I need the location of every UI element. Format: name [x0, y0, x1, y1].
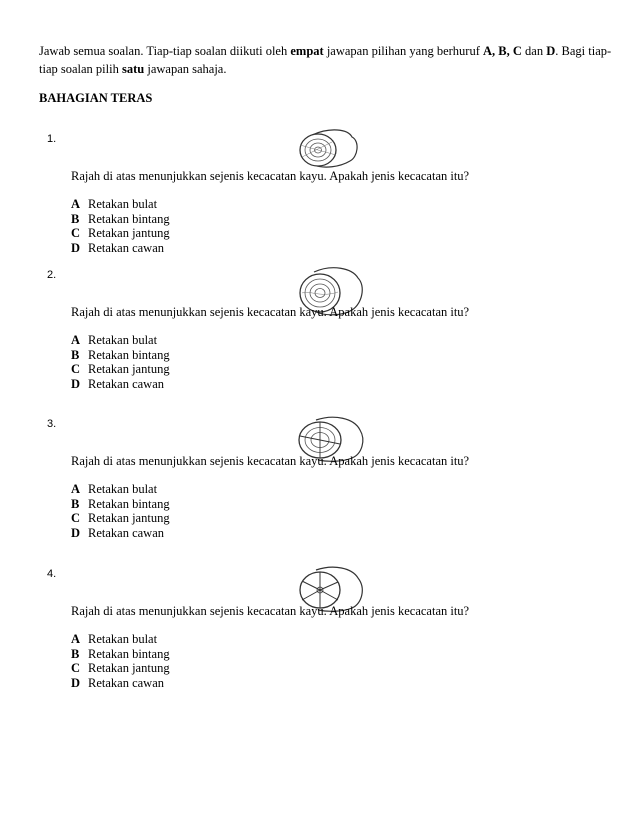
question-text: Rajah di atas menunjukkan sejenis kecacatan kayu. Apakah jenis kecacatan itu? — [71, 604, 470, 618]
option-letter: D — [71, 240, 81, 255]
instructions-bold-abc: A, B, C — [483, 44, 522, 58]
option-letter: C — [71, 511, 81, 525]
question-text: Rajah di atas menunjukkan sejenis kecacatan kayu. Apakah jenis kecacatan itu? — [71, 454, 470, 468]
option-c — [71, 362, 170, 377]
option-d — [71, 241, 170, 256]
question-2 — [0, 269, 638, 419]
instructions-text-5: jawapan sahaja. — [144, 62, 227, 76]
option-letter: D — [71, 675, 81, 690]
instructions-bold-satu: satu — [121, 62, 145, 76]
option-letter: B — [71, 347, 80, 362]
option-letter: A — [71, 632, 81, 646]
option-letter: A — [71, 482, 81, 496]
option-b — [71, 497, 170, 512]
options-list — [71, 632, 170, 690]
option-letter: A — [71, 197, 81, 211]
option-letter: C — [71, 362, 81, 376]
option-text: Retakan cawan — [88, 525, 165, 540]
option-text: Retakan bulat — [88, 197, 158, 211]
options-list — [71, 482, 170, 540]
option-letter: D — [71, 376, 81, 391]
question-number: 2. — [47, 269, 57, 281]
instructions-text-3: dan — [521, 44, 547, 58]
instructions-bold-d: D — [546, 44, 556, 58]
question-text: Rajah di atas menunjukkan sejenis kecacatan kayu. Apakah jenis kecacatan itu? — [71, 169, 470, 183]
option-c — [71, 661, 170, 676]
option-letter: A — [71, 333, 81, 347]
instructions-paragraph — [39, 42, 619, 78]
option-text: Retakan bintang — [88, 211, 170, 226]
option-letter: B — [71, 211, 80, 226]
option-text: Retakan bulat — [88, 333, 158, 347]
option-text: Retakan jantung — [88, 511, 170, 525]
option-letter: C — [71, 661, 81, 675]
option-d — [71, 377, 170, 392]
option-c — [71, 226, 170, 241]
option-text: Retakan bulat — [88, 482, 158, 496]
option-a — [71, 197, 170, 212]
option-d — [71, 676, 170, 691]
option-text: Retakan bintang — [88, 646, 170, 661]
instructions-text-2: jawapan pilihan yang berhuruf — [323, 44, 484, 58]
question-number: 4. — [47, 568, 57, 580]
option-a — [71, 632, 170, 647]
option-text: Retakan jantung — [88, 661, 170, 675]
option-letter: D — [71, 525, 81, 540]
question-number: 3. — [47, 418, 57, 430]
option-text: Retakan bulat — [88, 632, 158, 646]
question-1 — [0, 133, 638, 283]
instructions-text-4: . Bagi tiap-tiap soalan pilih — [39, 44, 612, 76]
option-text: Retakan cawan — [88, 675, 165, 690]
question-4 — [0, 568, 638, 718]
option-b — [71, 212, 170, 227]
question-number: 1. — [47, 133, 57, 145]
instructions-bold-empat: empat — [290, 44, 324, 58]
option-text: Retakan cawan — [88, 376, 165, 391]
option-letter: C — [71, 226, 81, 240]
option-c — [71, 511, 170, 526]
option-d — [71, 526, 170, 541]
option-a — [71, 333, 170, 348]
option-b — [71, 348, 170, 363]
option-a — [71, 482, 170, 497]
section-heading: BAHAGIAN TERAS — [39, 91, 153, 105]
option-text: Retakan jantung — [88, 362, 170, 376]
option-text: Retakan cawan — [88, 240, 165, 255]
wood-log-icon — [290, 125, 370, 175]
option-text: Retakan bintang — [88, 347, 170, 362]
option-b — [71, 647, 170, 662]
option-text: Retakan bintang — [88, 496, 170, 511]
question-3 — [0, 418, 638, 568]
option-text: Retakan jantung — [88, 226, 170, 240]
options-list — [71, 333, 170, 391]
option-letter: B — [71, 496, 80, 511]
option-letter: B — [71, 646, 80, 661]
question-text: Rajah di atas menunjukkan sejenis kecacatan kayu. Apakah jenis kecacatan itu? — [71, 305, 470, 319]
instructions-text-1: Jawab semua soalan. Tiap-tiap soalan diikuti oleh — [39, 44, 291, 58]
options-list — [71, 197, 170, 255]
